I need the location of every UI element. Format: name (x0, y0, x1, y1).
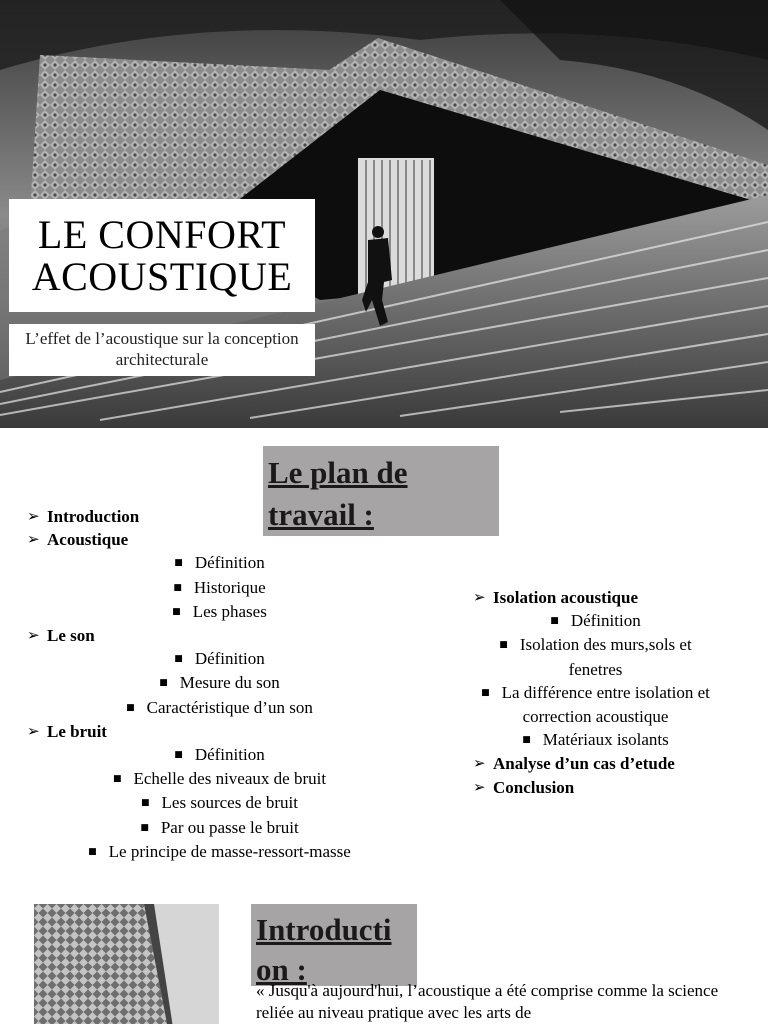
toc-subsection (27, 840, 412, 864)
toc-item-label: Définition (194, 745, 265, 765)
intro-heading-line1: Introducti (256, 912, 392, 947)
toc-section (473, 586, 735, 609)
toc-item-label: Définition (194, 553, 265, 573)
toc-item-label: Les phases (192, 601, 267, 621)
toc-subsection (473, 728, 718, 752)
plan-heading: Le plan de travail : (268, 455, 408, 532)
cover-title-line1: LE CONFORT (37, 211, 287, 257)
square-bullet-icon: ■ (174, 558, 183, 569)
square-bullet-icon: ■ (159, 678, 168, 689)
toc-section (27, 720, 417, 743)
toc-right-column (473, 586, 735, 799)
toc-item-label: La différence entre isolation et correction acoustique (501, 682, 710, 727)
toc-item-label: Le bruit (47, 721, 107, 741)
cover-title-line2: ACOUSTIQUE (31, 253, 293, 299)
square-bullet-icon: ■ (174, 654, 183, 665)
square-bullet-icon: ■ (141, 798, 150, 809)
toc-item-label: Par ou passe le bruit (160, 817, 299, 837)
cover-subtitle: L’effet de l’acoustique sur la conception architecturale (9, 324, 315, 376)
toc-subsection (473, 609, 718, 633)
toc-section (27, 505, 417, 528)
toc-item-label: Le principe de masse-ressort-masse (108, 841, 351, 861)
square-bullet-icon: ■ (174, 750, 183, 761)
square-bullet-icon: ■ (172, 606, 181, 617)
intro-heading-box (251, 904, 417, 986)
toc-section (473, 752, 735, 775)
toc-item-label: Analyse d’un cas d’etude (493, 754, 675, 774)
square-bullet-icon: ■ (481, 687, 490, 698)
square-bullet-icon: ■ (140, 822, 149, 833)
toc-item-label: Conclusion (493, 777, 575, 797)
toc-item-label: Caractéristique d’un son (146, 697, 313, 717)
toc-item-label: Historique (193, 577, 266, 597)
toc-item-label: Le son (47, 626, 95, 646)
square-bullet-icon: ■ (522, 735, 531, 746)
square-bullet-icon: ■ (88, 846, 97, 857)
toc-subsection (27, 696, 412, 720)
toc-item-label: Mesure du son (179, 673, 280, 693)
toc-subsection (27, 767, 412, 791)
toc-subsection (27, 671, 412, 695)
toc-item-label: Matériaux isolants (542, 730, 669, 750)
toc-item-label: Introduction (47, 507, 140, 526)
cover-title-box (9, 199, 315, 312)
toc-subsection (27, 576, 412, 600)
toc-item-label: Les sources de bruit (161, 793, 298, 813)
square-bullet-icon: ■ (499, 640, 508, 651)
toc-subsection (27, 816, 412, 840)
square-bullet-icon: ■ (126, 702, 135, 713)
toc-subsection (473, 681, 718, 728)
toc-section (473, 776, 735, 799)
intro-heading-line2: on : (256, 952, 307, 987)
intro-paragraph: « Jusqu'à aujourd'hui, l’acoustique a été comprise comme la science reliée au niveau pratique avec les arts de (256, 981, 719, 1022)
toc-left-column (27, 505, 417, 864)
toc-item-label: Isolation acoustique (493, 588, 638, 607)
toc-subsection (27, 600, 412, 624)
toc-section (27, 528, 417, 551)
intro-building-image (34, 904, 219, 1024)
cover-photo (0, 0, 768, 428)
square-bullet-icon: ■ (173, 582, 182, 593)
toc-subsection (473, 633, 718, 680)
toc-item-label: Acoustique (47, 530, 129, 550)
toc-subsection (27, 743, 412, 767)
toc-item-label: Définition (570, 611, 641, 631)
toc-subsection (27, 791, 412, 815)
toc-section (27, 624, 417, 647)
square-bullet-icon: ■ (112, 774, 122, 785)
toc-subsection (27, 647, 412, 671)
toc-subsection (27, 551, 412, 575)
square-bullet-icon: ■ (550, 616, 559, 627)
toc-item-label: Echelle des niveaux de bruit (133, 769, 327, 789)
intro-photo (34, 904, 219, 1024)
toc-item-label: Définition (194, 649, 265, 669)
toc-item-label: Isolation des murs,sols et fenetres (519, 635, 692, 679)
